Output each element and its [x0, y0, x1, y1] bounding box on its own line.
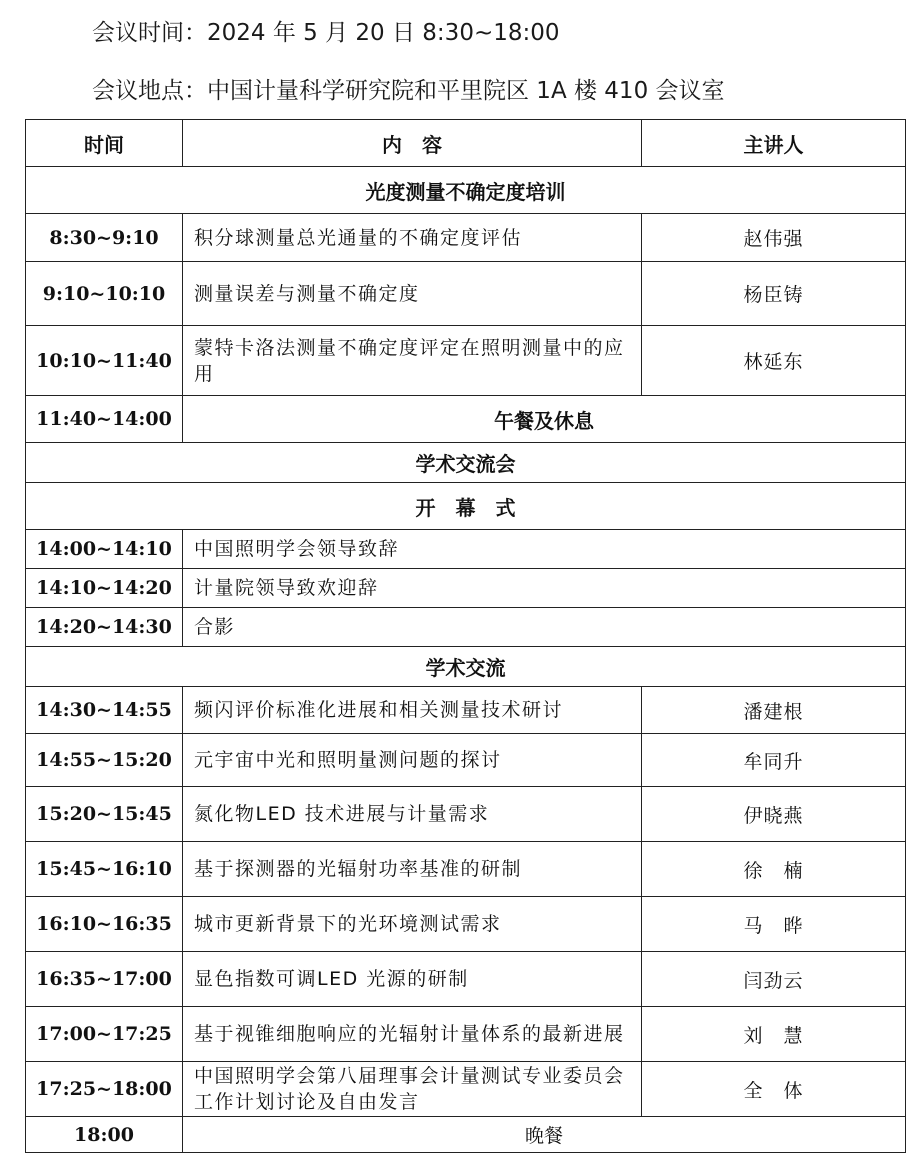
- table-row: [26, 608, 906, 647]
- dinner-label: 晚餐: [183, 1117, 906, 1153]
- table-row: [26, 687, 906, 734]
- schedule-table: [25, 119, 906, 1153]
- time-cell: 16:10~16:35: [26, 897, 183, 952]
- section-row: [26, 167, 906, 214]
- lunch-label: 午餐及休息: [183, 396, 906, 443]
- speaker-cell: 林延东: [642, 326, 906, 396]
- table-row: [26, 262, 906, 326]
- header-speaker: 主讲人: [642, 120, 906, 167]
- time-cell: 18:00: [26, 1117, 183, 1153]
- time-cell: 15:20~15:45: [26, 787, 183, 842]
- time-cell: 8:30~9:10: [26, 214, 183, 262]
- content-cell: 基于视锥细胞响应的光辐射计量体系的最新进展: [183, 1007, 642, 1062]
- content-cell: 基于探测器的光辐射功率基准的研制: [183, 842, 642, 897]
- time-cell: 10:10~11:40: [26, 326, 183, 396]
- table-row: [26, 734, 906, 787]
- content-cell: 测量误差与测量不确定度: [183, 262, 642, 326]
- content-cell: 中国照明学会第八届理事会计量测试专业委员会工作计划讨论及自由发言: [183, 1062, 642, 1117]
- time-cell: 14:10~14:20: [26, 569, 183, 608]
- table-row: [26, 897, 906, 952]
- time-cell: 14:55~15:20: [26, 734, 183, 787]
- section-row: [26, 483, 906, 530]
- time-cell: 16:35~17:00: [26, 952, 183, 1007]
- content-cell: 显色指数可调LED 光源的研制: [183, 952, 642, 1007]
- speaker-cell: 伊晓燕: [642, 787, 906, 842]
- table-row: [26, 569, 906, 608]
- content-cell: 城市更新背景下的光环境测试需求: [183, 897, 642, 952]
- table-row: [26, 842, 906, 897]
- section-academic: 学术交流会: [26, 443, 906, 483]
- meeting-time: 会议时间：2024 年 5 月 20 日 8:30~18:00: [92, 20, 560, 46]
- time-cell: 17:25~18:00: [26, 1062, 183, 1117]
- speaker-cell: 徐 楠: [642, 842, 906, 897]
- dinner-row: [26, 1117, 906, 1153]
- time-cell: 14:30~14:55: [26, 687, 183, 734]
- content-cell: 元宇宙中光和照明量测问题的探讨: [183, 734, 642, 787]
- content-cell: 合影: [183, 608, 906, 647]
- content-cell: 蒙特卡洛法测量不确定度评定在照明测量中的应用: [183, 326, 642, 396]
- time-cell: 14:00~14:10: [26, 530, 183, 569]
- table-row: [26, 952, 906, 1007]
- speaker-cell: 马 晔: [642, 897, 906, 952]
- table-header-row: [26, 120, 906, 167]
- time-cell: 17:00~17:25: [26, 1007, 183, 1062]
- table-row: [26, 1062, 906, 1117]
- time-cell: 15:45~16:10: [26, 842, 183, 897]
- table-row: [26, 214, 906, 262]
- speaker-cell: 刘 慧: [642, 1007, 906, 1062]
- speaker-cell: 闫劲云: [642, 952, 906, 1007]
- time-cell: 9:10~10:10: [26, 262, 183, 326]
- table-row: [26, 787, 906, 842]
- speaker-cell: 牟同升: [642, 734, 906, 787]
- content-cell: 计量院领导致欢迎辞: [183, 569, 906, 608]
- lunch-row: [26, 396, 906, 443]
- header-content: 内 容: [183, 120, 642, 167]
- speaker-cell: 全 体: [642, 1062, 906, 1117]
- speaker-cell: 杨臣铸: [642, 262, 906, 326]
- speaker-cell: 潘建根: [642, 687, 906, 734]
- meeting-location: 会议地点：中国计量科学研究院和平里院区 1A 楼 410 会议室: [92, 78, 725, 104]
- speaker-cell: 赵伟强: [642, 214, 906, 262]
- table-row: [26, 530, 906, 569]
- table-row: [26, 326, 906, 396]
- section-row: [26, 647, 906, 687]
- header-time: 时间: [26, 120, 183, 167]
- content-cell: 氮化物LED 技术进展与计量需求: [183, 787, 642, 842]
- content-cell: 频闪评价标准化进展和相关测量技术研讨: [183, 687, 642, 734]
- section-exchange: 学术交流: [26, 647, 906, 687]
- time-cell: 11:40~14:00: [26, 396, 183, 443]
- content-cell: 中国照明学会领导致辞: [183, 530, 906, 569]
- time-cell: 14:20~14:30: [26, 608, 183, 647]
- section-opening: 开 幕 式: [26, 483, 906, 530]
- section-row: [26, 443, 906, 483]
- table-row: [26, 1007, 906, 1062]
- section-training: 光度测量不确定度培训: [26, 167, 906, 214]
- content-cell: 积分球测量总光通量的不确定度评估: [183, 214, 642, 262]
